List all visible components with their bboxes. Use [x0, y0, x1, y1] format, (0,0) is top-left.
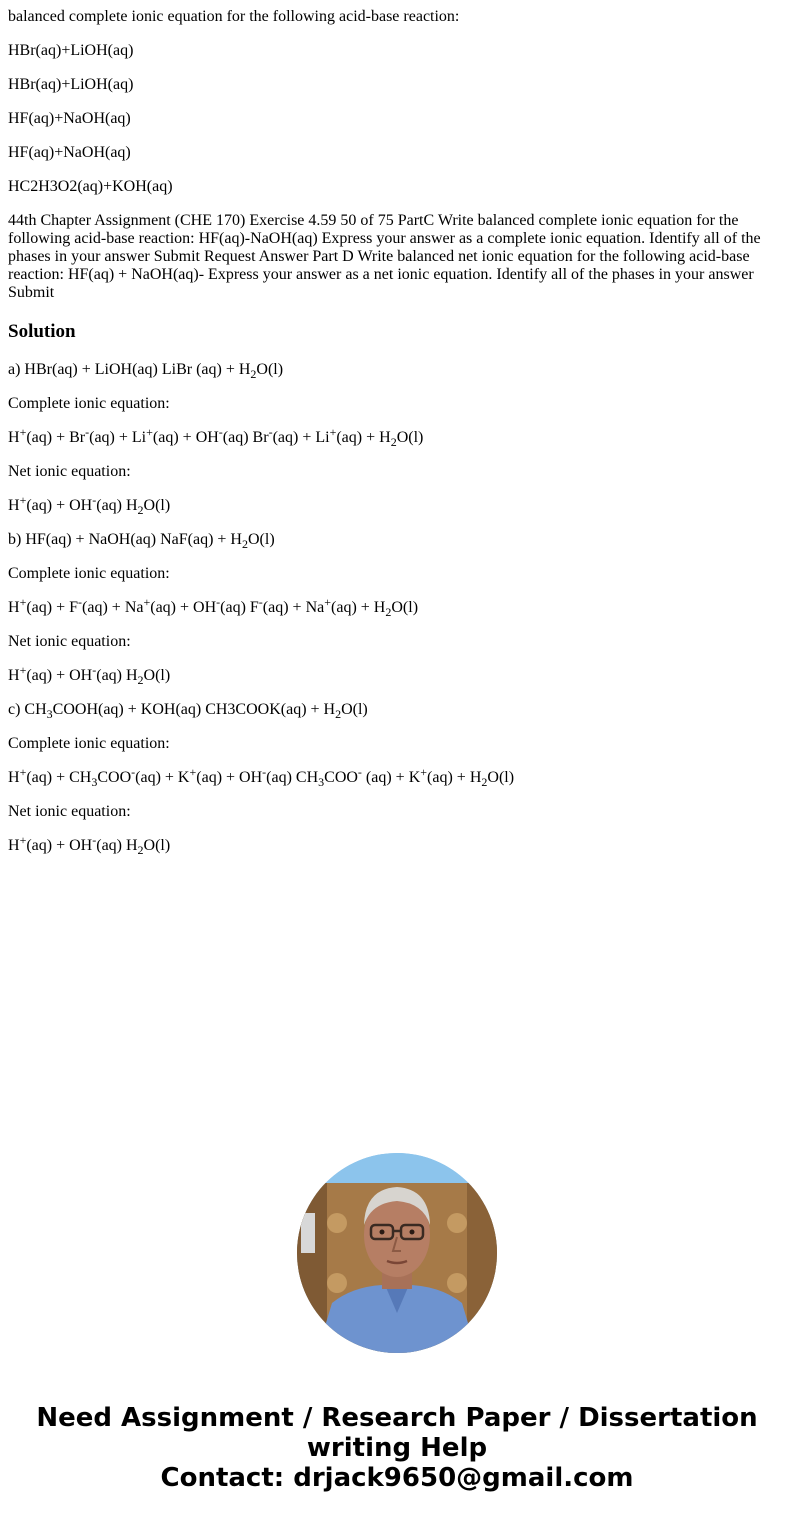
- reaction-3: HF(aq)+NaOH(aq): [8, 110, 131, 127]
- equation-c: c) $CH_3COOH(aq) + KOH(aq)$ CH3COOK(aq) + $H_2O(l)$: [8, 701, 368, 721]
- complete-ionic-equation-c: $H^+(aq) + CH_3COO^-(aq) + K^+(aq) + OH^-(aq)$ $CH_3COO^-$ $(aq) + K^+(aq) + H_2O(l)$: [8, 765, 515, 789]
- solution-heading: Solution: [8, 321, 76, 342]
- equation-a: a) HBr(aq) + LiOH(aq) LiBr $(aq) + H_2O(l)$: [8, 361, 284, 381]
- avatar: [297, 1153, 497, 1353]
- complete-ionic-label: Complete ionic equation:: [8, 735, 170, 752]
- net-ionic-equation-b: H+(aq) + OH-(aq) $H_2O(l)$: [8, 663, 171, 687]
- document-body: [8, 0, 786, 871]
- avatar-portrait: [297, 1153, 497, 1353]
- net-ionic-label: Net ionic equation:: [8, 633, 131, 650]
- footer-line-1: Need Assignment / Research Paper / Dissertation: [36, 1403, 758, 1433]
- complete-ionic-equation-b: H+(aq) + F-(aq) + Na+(aq) + OH-(aq) $F^-(aq) + Na^+(aq) + H_2O(l)$: [8, 595, 419, 619]
- complete-ionic-equation-a: H+(aq) + Br-(aq) + Li+(aq) + OH-(aq) $Br^-(aq) + Li^+(aq) + H_2O(l)$: [8, 425, 424, 449]
- reaction-5: HC2H3O2(aq)+KOH(aq): [8, 178, 173, 195]
- complete-ionic-label: Complete ionic equation:: [8, 395, 170, 412]
- net-ionic-equation-a: H+(aq) + OH-(aq) $H_2O(l)$: [8, 493, 171, 517]
- reaction-1: HBr(aq)+LiOH(aq): [8, 42, 134, 59]
- equation-b: b) HF(aq) + NaOH(aq) $NaF(aq) + H_2O(l)$: [8, 531, 275, 551]
- net-ionic-equation-c: H+(aq) + OH-(aq) $H_2O(l)$: [8, 833, 171, 857]
- footer-line-2: writing Help: [306, 1433, 488, 1463]
- net-ionic-label: Net ionic equation:: [8, 803, 131, 820]
- assignment-text: 44th Chapter Assignment (CHE 170) Exercise 4.59 50 of 75 PartC Write balanced complete ionic equation for the following acid-base reaction: HF(aq)-NaOH(aq) Express your answer as a complete ionic equation. Identify all of the phases in your answer Submit Request Answer Part D Write balanced net ionic equation for the following acid-base reaction: HF(aq) + NaOH(aq)- Express your answer as a net ionic equation. Identify all of the phases in your answer Submit: [8, 212, 761, 301]
- footer-banner: [0, 1403, 794, 1493]
- footer-contact: Contact: drjack9650@gmail.com: [160, 1463, 634, 1493]
- complete-ionic-label: Complete ionic equation:: [8, 565, 170, 582]
- net-ionic-label: Net ionic equation:: [8, 463, 131, 480]
- question-intro: balanced complete ionic equation for the following acid-base reaction:: [8, 8, 460, 25]
- reaction-4: HF(aq)+NaOH(aq): [8, 144, 131, 161]
- reaction-2: HBr(aq)+LiOH(aq): [8, 76, 134, 93]
